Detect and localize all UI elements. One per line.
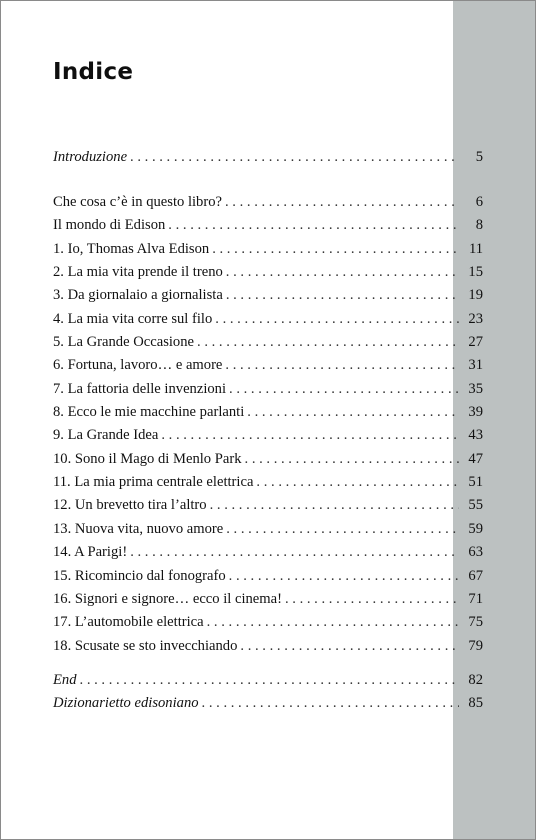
page-title: Indice (53, 59, 134, 85)
toc-entry-page: 23 (468, 310, 483, 327)
toc-entry-label: 4. La mia vita corre sul filo (53, 310, 213, 327)
toc-entry-label: 17. L’automobile elettrica (53, 614, 204, 631)
toc-entry-page: 63 (468, 544, 483, 561)
toc-entry-label: 18. Scusate se sto invecchiando (53, 637, 238, 654)
toc-entry-page: 11 (468, 240, 483, 257)
toc-end-section (53, 669, 483, 716)
toc-entry[interactable] (53, 494, 483, 517)
toc-entry-page: 19 (468, 287, 483, 304)
toc-entry-page: 8 (475, 217, 483, 234)
toc-entry[interactable] (53, 611, 483, 634)
toc-entry-page: 75 (468, 614, 483, 631)
leader-dots (225, 354, 459, 377)
toc-entry[interactable] (53, 541, 483, 564)
toc-entry-label: 11. La mia prima centrale elettrica (53, 474, 254, 491)
toc-entry-page: 5 (475, 149, 483, 165)
toc-entry-label: 5. La Grande Occasione (53, 334, 195, 351)
toc-entry-label: 10. Sono il Mago di Menlo Park (53, 450, 242, 467)
toc-entry-label: Che cosa c’è in questo libro? (53, 194, 222, 210)
toc-entry-page: 82 (468, 672, 483, 688)
toc-entry-label: 13. Nuova vita, nuovo amore (53, 520, 224, 537)
toc-entry-label: 3. Da giornalaio a giornalista (53, 287, 223, 304)
leader-dots (226, 284, 459, 307)
toc-entry[interactable] (53, 669, 483, 692)
leader-dots (215, 308, 459, 331)
leader-dots (229, 565, 459, 588)
toc-entry[interactable] (53, 471, 483, 494)
toc-entry-page: 43 (468, 427, 483, 444)
leader-dots (245, 448, 459, 471)
toc-entry-page: 6 (475, 194, 483, 210)
toc-entry-label: Introduzione (53, 149, 128, 165)
leader-dots (130, 146, 459, 169)
toc-entry[interactable] (53, 401, 483, 424)
toc-entry-page: 79 (468, 637, 483, 654)
toc-entry-label: 6. Fortuna, lavoro… e amore (53, 357, 223, 374)
toc-entry-page: 39 (468, 404, 483, 421)
toc-entry[interactable] (53, 146, 483, 169)
toc-entry[interactable] (53, 635, 483, 658)
leader-dots (161, 424, 459, 447)
toc-intro-section (53, 146, 483, 169)
toc-entry[interactable] (53, 331, 483, 354)
toc-entry-page: 27 (468, 334, 483, 351)
toc-entry[interactable] (53, 354, 483, 377)
toc-entry-page: 55 (468, 497, 483, 514)
toc-entry[interactable] (53, 588, 483, 611)
toc-entry-label: 12. Un brevetto tira l’altro (53, 497, 207, 514)
toc-entry[interactable] (53, 424, 483, 447)
toc-entry-page: 51 (468, 474, 483, 491)
toc-entry-label: 14. A Parigi! (53, 544, 128, 561)
leader-dots (210, 494, 459, 517)
toc-entry[interactable] (53, 284, 483, 307)
toc-entry[interactable] (53, 191, 483, 214)
toc-entry-label: 15. Ricomincio dal fonografo (53, 567, 226, 584)
leader-dots (240, 635, 459, 658)
leader-dots (197, 331, 459, 354)
toc-entry[interactable] (53, 308, 483, 331)
leader-dots (247, 401, 459, 424)
leader-dots (130, 541, 459, 564)
toc-entry-page: 59 (468, 520, 483, 537)
toc-entry[interactable] (53, 214, 483, 237)
leader-dots (207, 611, 459, 634)
toc-entry-page: 31 (468, 357, 483, 374)
leader-dots (212, 238, 459, 261)
toc-entry-label: 8. Ecco le mie macchine parlanti (53, 404, 245, 421)
toc-entry[interactable] (53, 692, 483, 715)
toc-entry-page: 67 (468, 567, 483, 584)
toc-entry[interactable] (53, 448, 483, 471)
toc-entry-label: 7. La fattoria delle invenzioni (53, 380, 227, 397)
leader-dots (225, 191, 459, 214)
leader-dots (80, 669, 459, 692)
toc-entry[interactable] (53, 261, 483, 284)
leader-dots (226, 261, 459, 284)
leader-dots (202, 692, 459, 715)
toc-entry-label: End (53, 672, 77, 688)
toc-entry-label: 9. La Grande Idea (53, 427, 159, 444)
toc-entry[interactable] (53, 518, 483, 541)
toc-entry[interactable] (53, 238, 483, 261)
toc-entry-label: 2. La mia vita prende il treno (53, 264, 223, 281)
toc-entry-label: Dizionarietto edisoniano (53, 695, 199, 712)
leader-dots (226, 518, 459, 541)
toc-entry-label: Il mondo di Edison (53, 217, 166, 234)
toc-entry-page: 71 (468, 590, 483, 607)
toc-entry-page: 85 (468, 695, 483, 712)
toc-entry[interactable] (53, 565, 483, 588)
toc-entry-label: 1. Io, Thomas Alva Edison (53, 240, 210, 257)
leader-dots (168, 214, 459, 237)
leader-dots (285, 588, 459, 611)
toc-entry-page: 15 (468, 264, 483, 281)
toc-entry-label: 16. Signori e signore… ecco il cinema! (53, 590, 282, 607)
toc-chapters-section (53, 191, 483, 658)
leader-dots (229, 378, 459, 401)
leader-dots (256, 471, 459, 494)
toc-entry-page: 35 (468, 380, 483, 397)
toc-entry[interactable] (53, 378, 483, 401)
toc-entry-page: 47 (468, 450, 483, 467)
